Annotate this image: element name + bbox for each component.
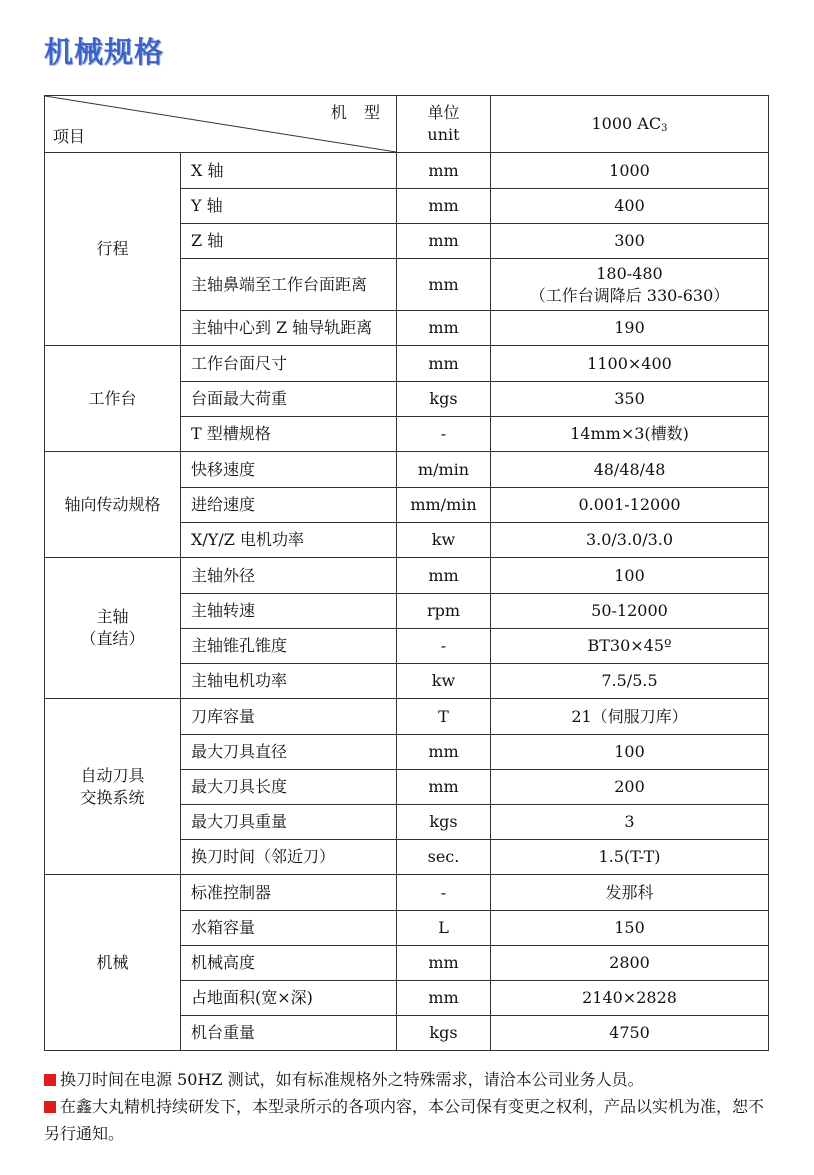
unit-cell: mm	[397, 770, 491, 805]
item-cell: 机械高度	[181, 946, 397, 981]
group-cell	[45, 875, 181, 1051]
note-text: 在鑫大丸精机持续研发下，本型录所示的各项内容，本公司保有变更之权利，产品以实机为准，恕不另行通知。	[44, 1097, 765, 1143]
item-cell: 机台重量	[181, 1016, 397, 1051]
value-cell	[491, 594, 769, 629]
value-cell	[491, 699, 769, 735]
unit-cell: mm	[397, 224, 491, 259]
unit-cell: mm	[397, 153, 491, 189]
value-cell	[491, 664, 769, 699]
value-text: 2140×2828	[582, 988, 677, 1008]
value-cell	[491, 946, 769, 981]
group-name: 轴向传动规格	[64, 494, 161, 514]
unit-cell: -	[397, 629, 491, 664]
item-cell: X/Y/Z 电机功率	[181, 523, 397, 558]
item-cell: 主轴外径	[181, 558, 397, 594]
item-cell: 进给速度	[181, 488, 397, 523]
item-cell: 主轴锥孔锥度	[181, 629, 397, 664]
value-text: 180-480	[596, 263, 663, 283]
item-cell: 最大刀具长度	[181, 770, 397, 805]
value-text: 14mm×3(槽数)	[570, 424, 689, 444]
item-cell: 水箱容量	[181, 911, 397, 946]
value-text: 2800	[609, 953, 650, 973]
value-cell	[491, 981, 769, 1016]
item-cell: 占地面积(宽×深)	[181, 981, 397, 1016]
value-text: 400	[614, 196, 645, 216]
item-cell: 刀库容量	[181, 699, 397, 735]
unit-cell: mm	[397, 189, 491, 224]
header-unit-en: unit	[427, 125, 460, 144]
group-cell	[45, 153, 181, 346]
value-text: 21（伺服刀库）	[571, 706, 688, 726]
header-unit-cell	[397, 96, 491, 153]
group-cell	[45, 699, 181, 875]
header-model-label: 机 型	[330, 103, 386, 122]
value-text: 7.5/5.5	[601, 671, 658, 691]
note-item	[44, 1093, 774, 1147]
value-text: 1.5(T-T)	[598, 847, 661, 867]
value-text: 3	[624, 812, 635, 832]
unit-cell: mm	[397, 735, 491, 770]
header-model-cell	[491, 96, 769, 153]
value-text: 48/48/48	[593, 459, 666, 479]
group-name: 机械	[96, 952, 129, 972]
table-row	[45, 875, 769, 911]
unit-cell: kgs	[397, 1016, 491, 1051]
table-row	[45, 558, 769, 594]
unit-cell: -	[397, 875, 491, 911]
unit-cell: mm	[397, 346, 491, 382]
page-title: 机械规格	[44, 35, 165, 69]
unit-cell: kw	[397, 664, 491, 699]
value-cell	[491, 875, 769, 911]
value-cell	[491, 224, 769, 259]
table-row	[45, 153, 769, 189]
unit-cell: mm/min	[397, 488, 491, 523]
red-square-icon	[44, 1101, 56, 1113]
value-cell	[491, 911, 769, 946]
item-cell: 主轴转速	[181, 594, 397, 629]
table-row	[45, 452, 769, 488]
value-text: 4750	[609, 1023, 650, 1043]
table-row	[45, 346, 769, 382]
value-text: 100	[614, 565, 645, 585]
value-cell	[491, 558, 769, 594]
unit-cell: T	[397, 699, 491, 735]
value-cell	[491, 523, 769, 558]
unit-cell: m/min	[397, 452, 491, 488]
item-cell: 标准控制器	[181, 875, 397, 911]
unit-cell: L	[397, 911, 491, 946]
note-item	[44, 1066, 774, 1093]
item-cell: 台面最大荷重	[181, 382, 397, 417]
value-cell	[491, 452, 769, 488]
unit-cell: kgs	[397, 805, 491, 840]
group-name-line2: 交换系统	[80, 787, 145, 807]
value-text: 300	[614, 231, 645, 251]
value-cell	[491, 840, 769, 875]
value-text: 发那科	[605, 882, 654, 902]
table-row	[45, 699, 769, 735]
item-cell: 换刀时间（邻近刀）	[181, 840, 397, 875]
value-cell	[491, 417, 769, 452]
item-cell: T 型槽规格	[181, 417, 397, 452]
group-cell	[45, 558, 181, 699]
item-cell: 工作台面尺寸	[181, 346, 397, 382]
value-cell	[491, 805, 769, 840]
group-cell	[45, 452, 181, 558]
value-cell	[491, 735, 769, 770]
value-cell	[491, 311, 769, 346]
item-cell: 主轴中心到 Z 轴导轨距离	[181, 311, 397, 346]
value-cell	[491, 189, 769, 224]
unit-cell: kgs	[397, 382, 491, 417]
unit-cell: kw	[397, 523, 491, 558]
value-text: 1000	[609, 160, 650, 180]
item-cell: 主轴鼻端至工作台面距离	[181, 259, 397, 311]
unit-cell: mm	[397, 981, 491, 1016]
value-text: BT30×45º	[587, 636, 672, 656]
unit-cell: -	[397, 417, 491, 452]
unit-cell: mm	[397, 311, 491, 346]
item-cell: Y 轴	[181, 189, 397, 224]
value-text: 350	[614, 389, 645, 409]
group-name: 工作台	[88, 388, 137, 408]
notes	[44, 1066, 774, 1147]
group-name: 主轴	[96, 607, 129, 627]
unit-cell: mm	[397, 259, 491, 311]
red-square-icon	[44, 1074, 56, 1086]
unit-cell: rpm	[397, 594, 491, 629]
value-text: 100	[614, 742, 645, 762]
value-cell	[491, 629, 769, 664]
header-row	[45, 96, 769, 153]
group-cell	[45, 346, 181, 452]
value-text: 1100×400	[587, 353, 672, 373]
value-cell	[491, 153, 769, 189]
value-cell	[491, 770, 769, 805]
group-name-line2: （直结）	[80, 629, 145, 648]
header-unit-cn: 单位	[427, 103, 460, 123]
unit-cell: sec.	[397, 840, 491, 875]
value-text: 3.0/3.0/3.0	[585, 530, 674, 550]
value-cell	[491, 259, 769, 311]
note-text: 换刀时间在电源 50HZ 测试，如有标准规格外之特殊需求，请洽本公司业务人员。	[60, 1070, 644, 1089]
group-name: 自动刀具	[80, 765, 145, 785]
value-text: 190	[614, 318, 645, 338]
item-cell: 最大刀具重量	[181, 805, 397, 840]
item-cell: X 轴	[181, 153, 397, 189]
item-cell: Z 轴	[181, 224, 397, 259]
value-text-line2: （工作台调降后 330-630）	[529, 285, 730, 305]
item-cell: 快移速度	[181, 452, 397, 488]
header-model-value: 1000 AC	[591, 113, 662, 133]
value-cell	[491, 382, 769, 417]
group-name: 行程	[96, 239, 129, 259]
header-item-label: 项目	[53, 127, 86, 147]
item-cell: 最大刀具直径	[181, 735, 397, 770]
value-cell	[491, 1016, 769, 1051]
header-model-sub: 3	[661, 122, 668, 134]
value-text: 0.001-12000	[578, 495, 681, 515]
item-cell: 主轴电机功率	[181, 664, 397, 699]
spec-table	[44, 95, 769, 1051]
value-cell	[491, 488, 769, 523]
unit-cell: mm	[397, 946, 491, 981]
value-cell	[491, 346, 769, 382]
unit-cell: mm	[397, 558, 491, 594]
value-text: 50-12000	[591, 601, 668, 621]
value-text: 200	[614, 777, 645, 797]
value-text: 150	[614, 918, 645, 938]
header-diagonal-cell	[45, 96, 397, 153]
